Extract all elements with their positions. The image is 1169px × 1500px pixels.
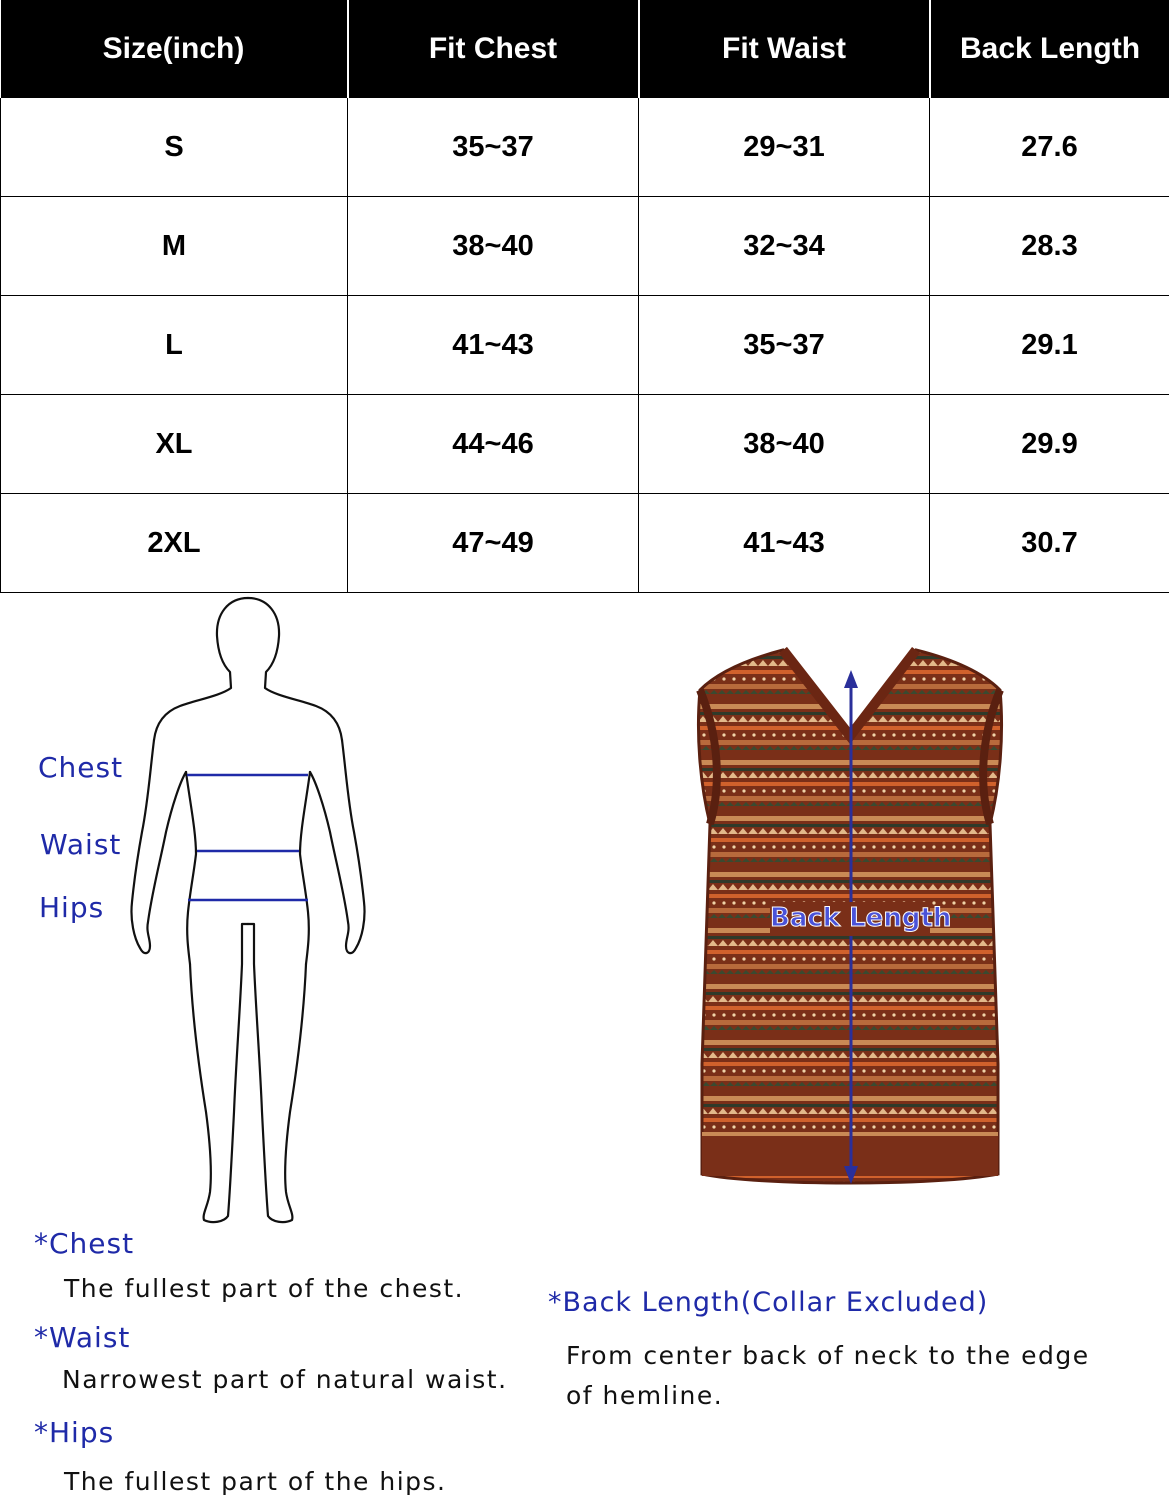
cell-size: M — [1, 197, 348, 296]
table-row — [1, 296, 1169, 395]
table-row — [1, 197, 1169, 296]
back-length-label: Back Length — [770, 903, 952, 933]
table-header-row — [1, 0, 1169, 98]
cell-size: L — [1, 296, 348, 395]
waist-note-title: *Waist — [34, 1321, 131, 1354]
size-chart-table — [0, 0, 1169, 593]
header-fit-chest: Fit Chest — [348, 0, 639, 98]
chest-label: Chest — [38, 751, 124, 784]
hips-note-desc: The fullest part of the hips. — [64, 1467, 447, 1496]
cell-back-length: 29.1 — [930, 296, 1169, 395]
header-size: Size(inch) — [1, 0, 348, 98]
table-row — [1, 98, 1169, 197]
back-length-note-title: *Back Length(Collar Excluded) — [548, 1287, 989, 1318]
chest-note-title: *Chest — [34, 1227, 135, 1260]
cell-chest: 44~46 — [348, 395, 639, 494]
cell-chest: 47~49 — [348, 494, 639, 593]
waist-label: Waist — [40, 828, 122, 861]
cell-chest: 41~43 — [348, 296, 639, 395]
table-row — [1, 494, 1169, 593]
cell-back-length: 28.3 — [930, 197, 1169, 296]
cell-waist: 29~31 — [639, 98, 930, 197]
back-length-note-desc-line2: of hemline. — [566, 1381, 724, 1410]
table-row — [1, 395, 1169, 494]
back-length-note-desc-line1: From center back of neck to the edge — [566, 1341, 1090, 1370]
cell-chest: 35~37 — [348, 98, 639, 197]
cell-size: XL — [1, 395, 348, 494]
cell-back-length: 30.7 — [930, 494, 1169, 593]
cell-waist: 38~40 — [639, 395, 930, 494]
body-outline-illustration — [120, 592, 380, 1232]
cell-chest: 38~40 — [348, 197, 639, 296]
cell-back-length: 29.9 — [930, 395, 1169, 494]
cell-waist: 32~34 — [639, 197, 930, 296]
cell-size: 2XL — [1, 494, 348, 593]
waist-note-desc: Narrowest part of natural waist. — [62, 1365, 508, 1394]
hips-note-title: *Hips — [34, 1416, 115, 1449]
chest-note-desc: The fullest part of the chest. — [64, 1274, 465, 1303]
cell-size: S — [1, 98, 348, 197]
header-fit-waist: Fit Waist — [639, 0, 930, 98]
hips-label: Hips — [39, 891, 105, 924]
header-back-length: Back Length — [930, 0, 1169, 98]
cell-back-length: 27.6 — [930, 98, 1169, 197]
cell-waist: 35~37 — [639, 296, 930, 395]
cell-waist: 41~43 — [639, 494, 930, 593]
